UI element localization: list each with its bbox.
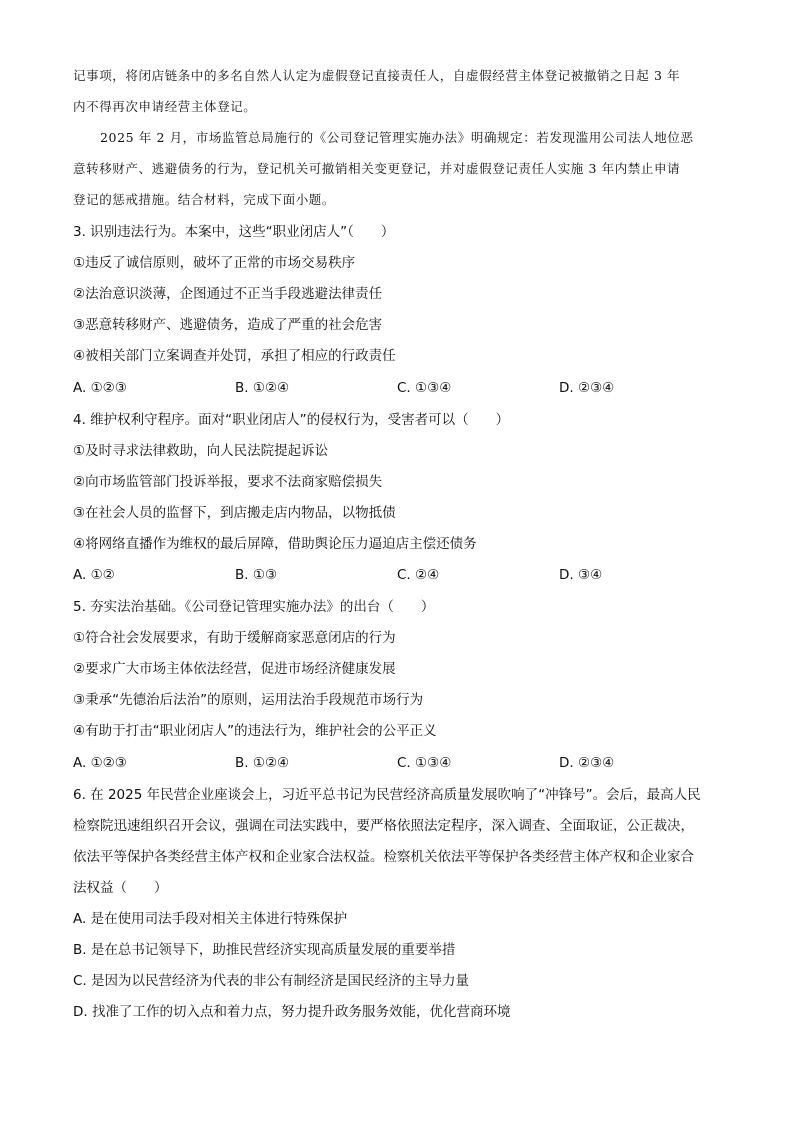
option-a: A. ①②③ [73, 755, 127, 771]
question-5-statement: ④有助于打击“职业闭店人”的违法行为，维护社会的公平正义 [73, 723, 437, 739]
question-6-stem: 法权益（ ） [73, 880, 168, 896]
option-d: D. ③④ [559, 567, 603, 583]
question-3-statement: ④被相关部门立案调查并处罚，承担了相应的行政责任 [73, 348, 396, 364]
question-4-statement: ②向市场监管部门投诉举报，要求不法商家赔偿损失 [73, 474, 383, 490]
question-3-statement: ③恶意转移财产、逃避债务，造成了严重的社会危害 [73, 317, 383, 333]
option-c: C. ②④ [397, 567, 440, 583]
question-4-stem: 4. 维护权利守程序。面对“职业闭店人”的侵权行为，受害者可以（ ） [73, 412, 510, 428]
question-5-statement: ③秉承“先德治后法治”的原则，运用法治手段规范市场行为 [73, 692, 424, 708]
material-line: 记事项，将闭店链条中的多名自然人认定为虚假登记直接责任人，自虚假经营主体登记被撤销之日起 3 年 [73, 68, 681, 83]
question-6-stem: 依法平等保护各类经营主体产权和企业家合法权益。检察机关依法平等保护各类经营主体产权和企业家合 [73, 849, 694, 865]
question-4-statement: ④将网络直播作为维权的最后屏障，借助舆论压力逼迫店主偿还债务 [73, 536, 477, 552]
question-6-stem: 6. 在 2025 年民营企业座谈会上，习近平总书记为民营经济高质量发展吹响了“冲锋号”。会后，最高人民 [73, 787, 701, 803]
material-line: 登记的惩戒措施。结合材料，完成下面小题。 [73, 192, 336, 207]
material-line: 意转移财产、逃避债务的行为，登记机关可撤销相关变更登记，并对虚假登记责任人实施 3 年内禁止申请 [73, 161, 681, 176]
question-4-statement: ①及时寻求法律救助，向人民法院提起诉讼 [73, 443, 329, 459]
material-line: 2025 年 2 月，市场监管总局施行的《公司登记管理实施办法》明确规定：若发现滥用公司法人地位恶 [100, 130, 694, 145]
option-c: C. ①③④ [397, 380, 452, 396]
question-3-stem: 3. 识别违法行为。本案中，这些“职业闭店人”（ ） [73, 224, 395, 240]
question-3-options [73, 378, 723, 398]
option-b: B. ①③ [235, 567, 278, 583]
option-d: D. ②③④ [559, 755, 615, 771]
question-5-statement: ②要求广大市场主体依法经营，促进市场经济健康发展 [73, 661, 396, 677]
material-line: 内不得再次申请经营主体登记。 [73, 99, 257, 114]
option-a: A. ①② [73, 567, 115, 583]
option-a: A. ①②③ [73, 380, 127, 396]
option-c: C. ①③④ [397, 755, 452, 771]
question-3-statement: ①违反了诚信原则，破坏了正常的市场交易秩序 [73, 255, 356, 271]
question-6-stem: 检察院迅速组织召开会议，强调在司法实践中，要严格依照法定程序，深入调查、全面取证，公正裁决， [73, 818, 694, 834]
question-4-statement: ③在社会人员的监督下，到店搬走店内物品，以物抵债 [73, 505, 396, 521]
option-d: D. ②③④ [559, 380, 615, 396]
question-3-statement: ②法治意识淡薄，企图通过不正当手段逃避法律责任 [73, 286, 383, 302]
question-5-stem: 5. 夯实法治基础。《公司登记管理实施办法》的出台（ ） [73, 599, 435, 615]
option-b: B. ①②④ [235, 380, 290, 396]
question-6-choice-c: C. 是因为以民营经济为代表的非公有制经济是国民经济的主导力量 [73, 973, 470, 989]
question-5-statement: ①符合社会发展要求，有助于缓解商家恶意闭店的行为 [73, 630, 396, 646]
question-5-options [73, 753, 723, 773]
question-6-choice-d: D. 找准了工作的切入点和着力点，努力提升政务服务效能，优化营商环境 [73, 1004, 511, 1020]
question-6-choice-b: B. 是在总书记领导下，助推民营经济实现高质量发展的重要举措 [73, 942, 456, 958]
question-4-options [73, 565, 723, 585]
option-b: B. ①②④ [235, 755, 290, 771]
question-6-choice-a: A. 是在使用司法手段对相关主体进行特殊保护 [73, 911, 348, 927]
